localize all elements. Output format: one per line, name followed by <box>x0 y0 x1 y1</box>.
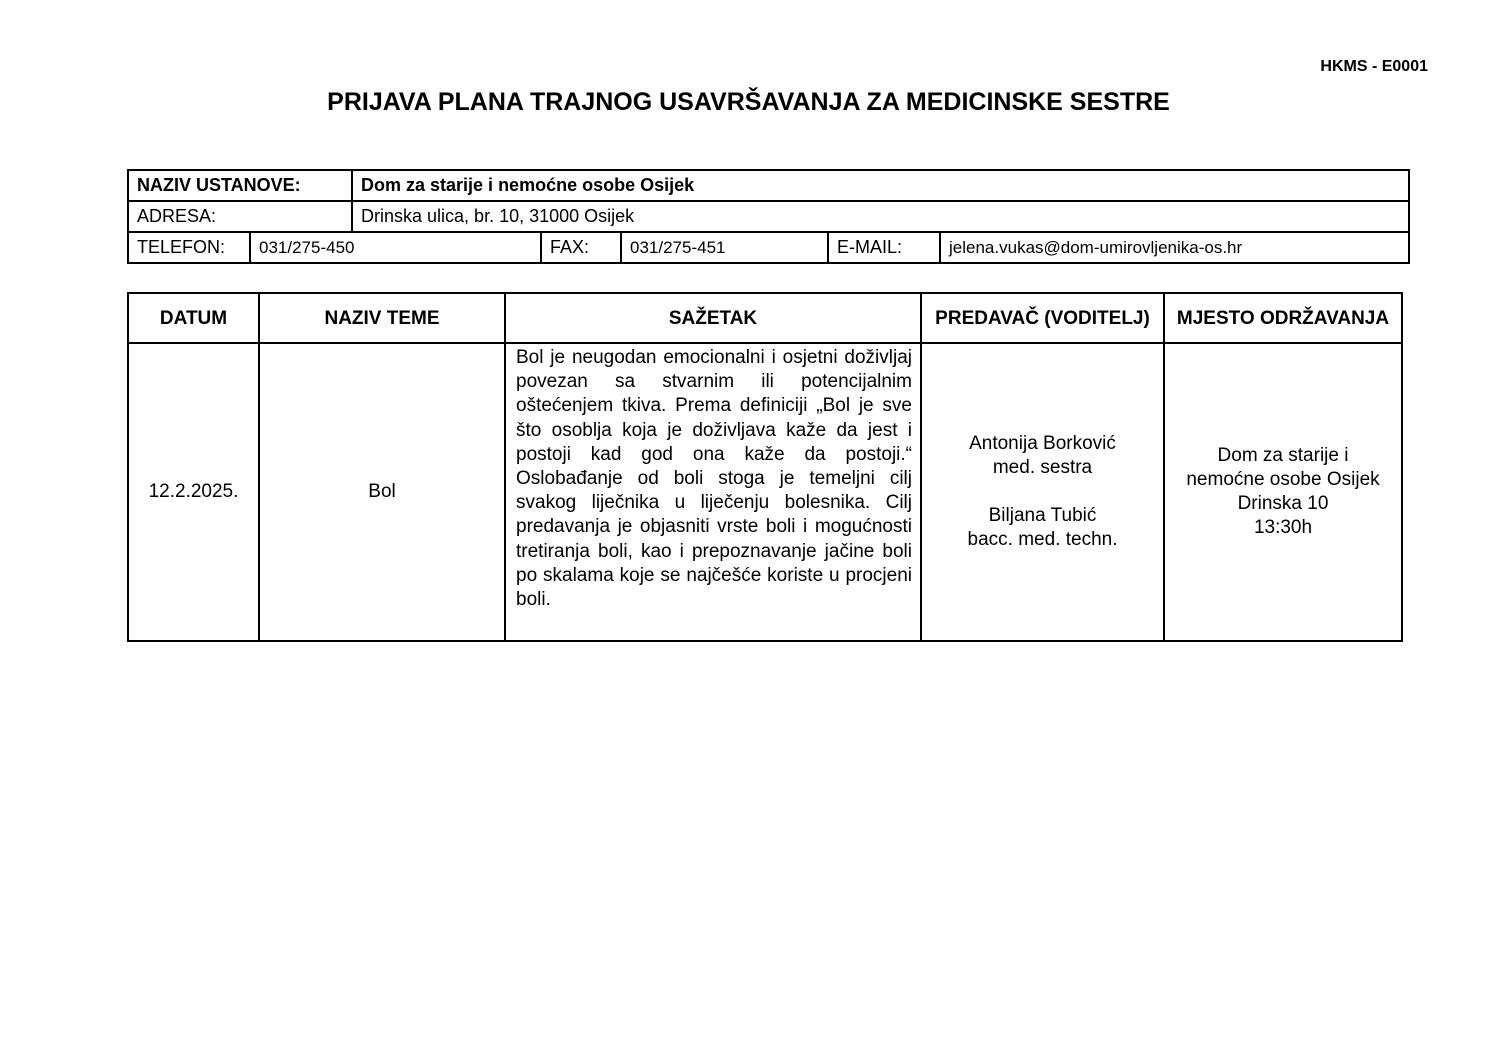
email-value: jelena.vukas@dom-umirovljenika-os.hr <box>940 232 1409 263</box>
column-header-summary: SAŽETAK <box>505 293 921 343</box>
table-row <box>128 343 1402 641</box>
lecturer-cell <box>921 343 1164 641</box>
plan-header-row <box>128 293 1402 343</box>
column-header-lecturer: PREDAVAČ (VODITELJ) <box>921 293 1164 343</box>
location-cell <box>1164 343 1402 641</box>
column-header-location: MJESTO ODRŽAVANJA <box>1164 293 1402 343</box>
column-header-date: DATUM <box>128 293 259 343</box>
topic-cell: Bol <box>259 343 505 641</box>
phone-value: 031/275-450 <box>250 232 541 263</box>
address-label: ADRESA: <box>128 201 352 232</box>
form-code: HKMS - E0001 <box>1320 58 1428 75</box>
lecturer-title: bacc. med. techn. <box>967 529 1118 550</box>
education-plan-table <box>127 292 1403 642</box>
column-header-topic: NAZIV TEME <box>259 293 505 343</box>
lecturer-name: Biljana Tubić <box>988 505 1097 526</box>
email-label: E-MAIL: <box>828 232 940 263</box>
institution-name-label: NAZIV USTANOVE: <box>128 170 352 201</box>
lecturer-name: Antonija Borković <box>969 433 1116 454</box>
summary-cell: Bol je neugodan emocionalni i osjetni doživljaj povezan sa stvarnim ili potencijalnim oštećenjem tkiva. Prema definiciji „Bol je sve što osoblja koja je doživljava kaže da jest i postoji kad god ona kaže da postoji.“ Oslobađanje od boli stoga je temeljni cilj svakog liječnika u liječenju bolesnika. Cilj predavanja je objasniti vrste boli i mogućnosti tretiranja boli, kao i prepoznavanje jačine boli po skalama koje se najčešće koriste u procjeni boli. <box>505 343 921 641</box>
contact-row <box>128 232 1409 263</box>
location-line: Drinska 10 <box>1237 493 1329 514</box>
fax-label: FAX: <box>541 232 621 263</box>
institution-info-table <box>127 169 1410 264</box>
address-value: Drinska ulica, br. 10, 31000 Osijek <box>352 201 1409 232</box>
lecturer-spacer <box>922 480 1163 504</box>
date-cell: 12.2.2025. <box>128 343 259 641</box>
location-line: nemoćne osobe Osijek <box>1186 469 1380 490</box>
location-line: Dom za starije i <box>1217 445 1349 466</box>
address-row <box>128 201 1409 232</box>
institution-name-row <box>128 170 1409 201</box>
lecturer-title: med. sestra <box>992 457 1093 478</box>
location-time: 13:30h <box>1253 517 1313 538</box>
phone-label: TELEFON: <box>128 232 250 263</box>
fax-value: 031/275-451 <box>621 232 828 263</box>
institution-name-value: Dom za starije i nemoćne osobe Osijek <box>352 170 1409 201</box>
document-title: PRIJAVA PLANA TRAJNOG USAVRŠAVANJA ZA MEDICINSKE SESTRE <box>327 88 1170 116</box>
